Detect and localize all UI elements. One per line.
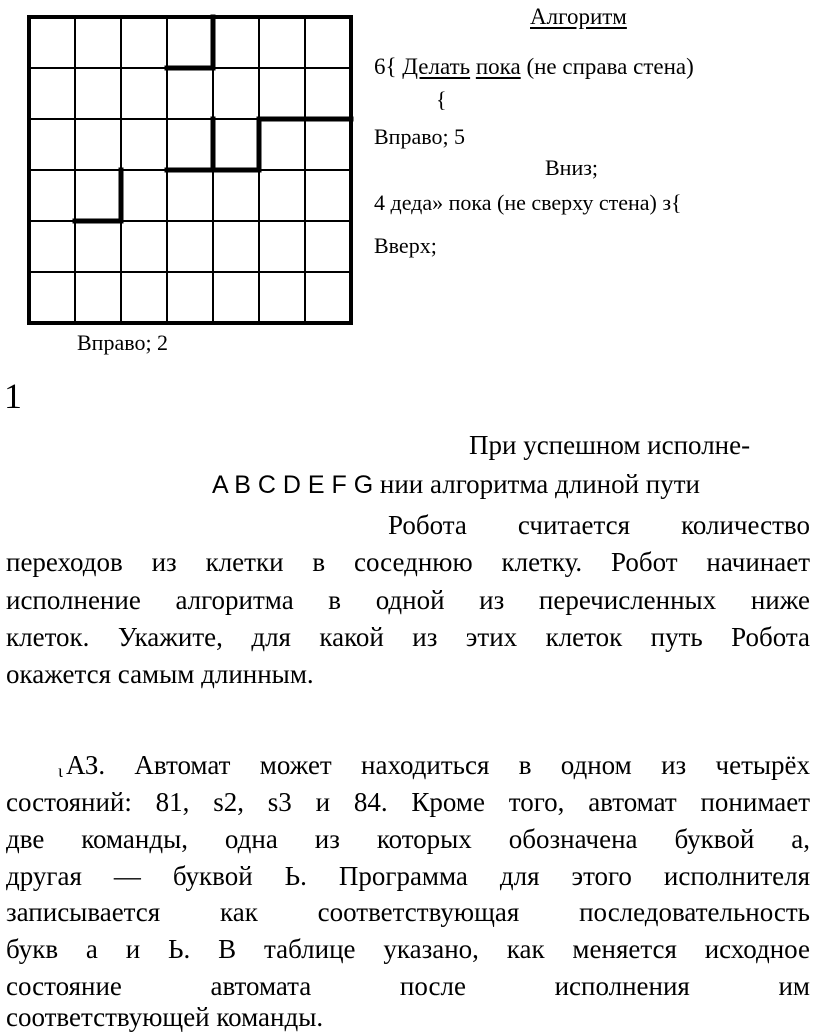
word: им bbox=[778, 971, 810, 1001]
automaton-line-8: соответствующей команды. bbox=[6, 1002, 324, 1032]
automaton-line-4: другая — буквой Ь. Программа для этого исполнителя bbox=[6, 861, 810, 891]
algorithm-brace: { bbox=[436, 87, 447, 112]
keyword-do: Делать bbox=[402, 54, 471, 79]
automaton-line-7 bbox=[6, 969, 810, 1003]
problem-number: 1 bbox=[4, 376, 22, 416]
automaton-line-1: АЗ. Автомат может находиться в одном из четырёх bbox=[66, 750, 810, 780]
algorithm-line-2: Вправо; 5 bbox=[374, 124, 466, 149]
word: после bbox=[399, 971, 466, 1001]
loop-count: 6{ bbox=[374, 54, 403, 79]
algorithm-line-4: 4 деда» пока (не сверху стена) з{ bbox=[374, 190, 682, 215]
automaton-line-6: букв а и Ь. В таблице указано, как меняется исходное bbox=[6, 934, 810, 964]
grid-caption: Вправо; 2 bbox=[77, 330, 169, 355]
automaton-line-2: состояний: 81, s2, s3 и 84. Кроме того, автомат понимает bbox=[6, 787, 810, 817]
keyword-while: пока bbox=[475, 54, 521, 79]
automaton-marker: ι bbox=[58, 761, 63, 781]
problem-line-2 bbox=[212, 467, 700, 502]
problem-line-2-text: нии алгоритма длиной пути bbox=[373, 469, 700, 499]
algorithm-line-5: Вверх; bbox=[374, 233, 437, 258]
word: исполнения bbox=[554, 971, 690, 1001]
problem-line-5: исполнение алгоритма в одной из перечисленных ниже bbox=[6, 585, 810, 615]
cell-letters: A B C D E F G bbox=[212, 471, 374, 499]
algorithm-line-1 bbox=[374, 54, 694, 80]
problem-line-6: клеток. Укажите, для какой из этих клеток путь Робота bbox=[6, 622, 810, 652]
problem-line-3: Робота считается количество bbox=[388, 510, 810, 540]
condition-text: (не справа стена) bbox=[520, 54, 694, 79]
automaton-line-5: записывается как соответствующая последовательность bbox=[6, 897, 810, 927]
problem-line-1: При успешном исполне- bbox=[469, 430, 751, 460]
algorithm-title bbox=[530, 4, 627, 30]
word: состояние bbox=[6, 971, 122, 1001]
algorithm-line-3: Вниз; bbox=[545, 155, 599, 180]
algorithm-title-text: Алгоритм bbox=[530, 4, 627, 29]
problem-line-7: окажется самым длинным. bbox=[6, 659, 314, 689]
problem-line-4: переходов из клетки в соседнюю клетку. Робот начинает bbox=[6, 547, 810, 577]
word: автомата bbox=[210, 971, 312, 1001]
automaton-line-3: две команды, одна из которых обозначена буквой а, bbox=[6, 824, 810, 854]
